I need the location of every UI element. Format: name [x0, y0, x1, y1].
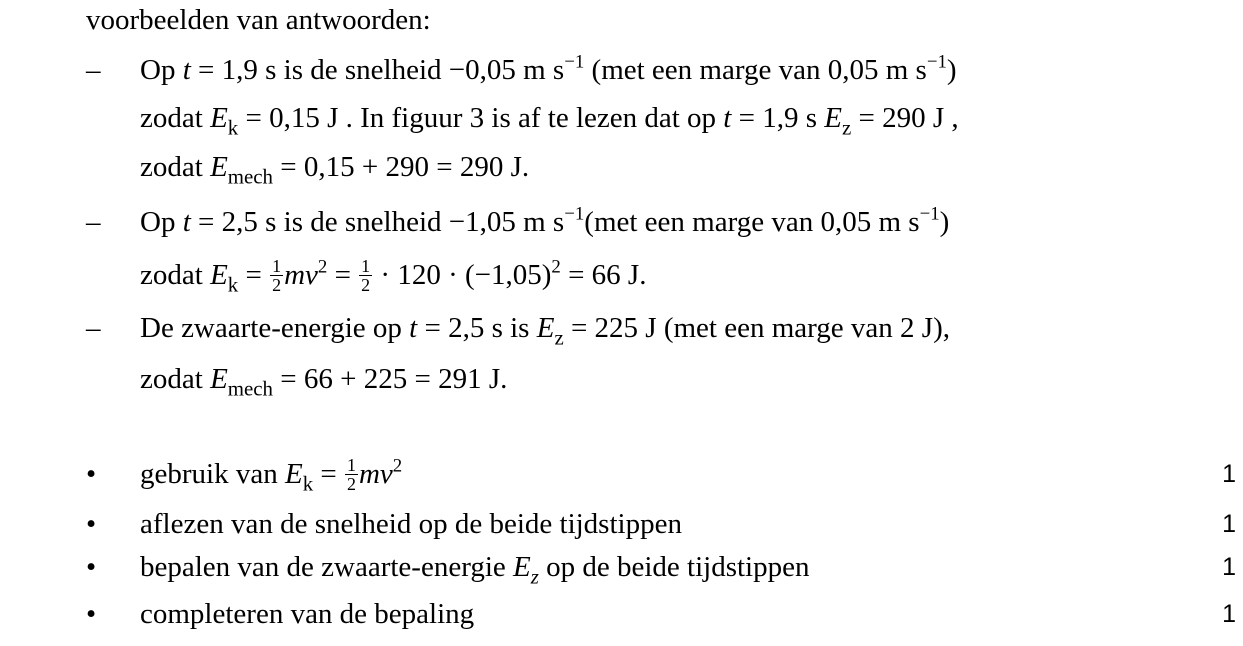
- examples-heading: voorbeelden van antwoorden:: [86, 4, 431, 36]
- answer-line-5: zodat $E_k$ = $\frac{1}{2}$ $mv^2$ = $\frac{1}{2}$ · $120 \cdot (-1,05)^2 = 66$ J.: [140, 255, 647, 297]
- dash-marker: –: [86, 54, 101, 86]
- bullet-marker: •: [86, 458, 97, 490]
- criterion-3: bepalen van de zwaarte-energie $E_z$ op de beide tijdstippen: [140, 551, 810, 589]
- fraction-half: $\frac{1}{2}$: [361, 255, 371, 295]
- criterion-2: aflezen van de snelheid op de beide tijdstippen: [140, 508, 682, 540]
- answer-line-1: Op t = 1,9 s is de snelheid −0,05 m $s^{-1}$ (met een marge van 0,05 m $s^{-1}$): [140, 51, 957, 86]
- answer-line-4: Op t = 2,5 s is de snelheid −1,05 m $s^{-1}(met$ een marge van 0,05 m $s^{-1}$): [140, 203, 950, 238]
- fraction-half: $\frac{1}{2}$: [272, 255, 282, 295]
- dash-marker: –: [86, 206, 101, 238]
- criterion-score: 1: [1222, 510, 1236, 538]
- answer-line-6: De zwaarte-energie op t = 2,5 s is $E_z = 225$ J (met een marge van 2 J),: [140, 312, 950, 350]
- answer-line-3: zodat $E_{mech} = 0,15 + 290 = 290$ J.: [140, 151, 530, 189]
- criterion-score: 1: [1222, 553, 1236, 581]
- criterion-score: 1: [1222, 600, 1236, 628]
- answer-line-7: zodat $E_{mech} = 66 + 225 = 291$ J.: [140, 363, 508, 401]
- dash-marker: –: [86, 312, 101, 344]
- bullet-marker: •: [86, 508, 97, 540]
- criterion-4: completeren van de bepaling: [140, 598, 475, 630]
- criterion-1: gebruik van $E_k$ = $\frac{1}{2}$ $mv^2$: [140, 454, 403, 496]
- bullet-marker: •: [86, 598, 97, 630]
- criterion-score: 1: [1222, 460, 1236, 488]
- answer-line-2: zodat $E_k = 0,15$ J . In figuur 3 is af te lezen dat op t = 1,9 s $E_z = 290$ J ,: [140, 102, 959, 140]
- bullet-marker: •: [86, 551, 97, 583]
- fraction-half: $\frac{1}{2}$: [346, 454, 356, 494]
